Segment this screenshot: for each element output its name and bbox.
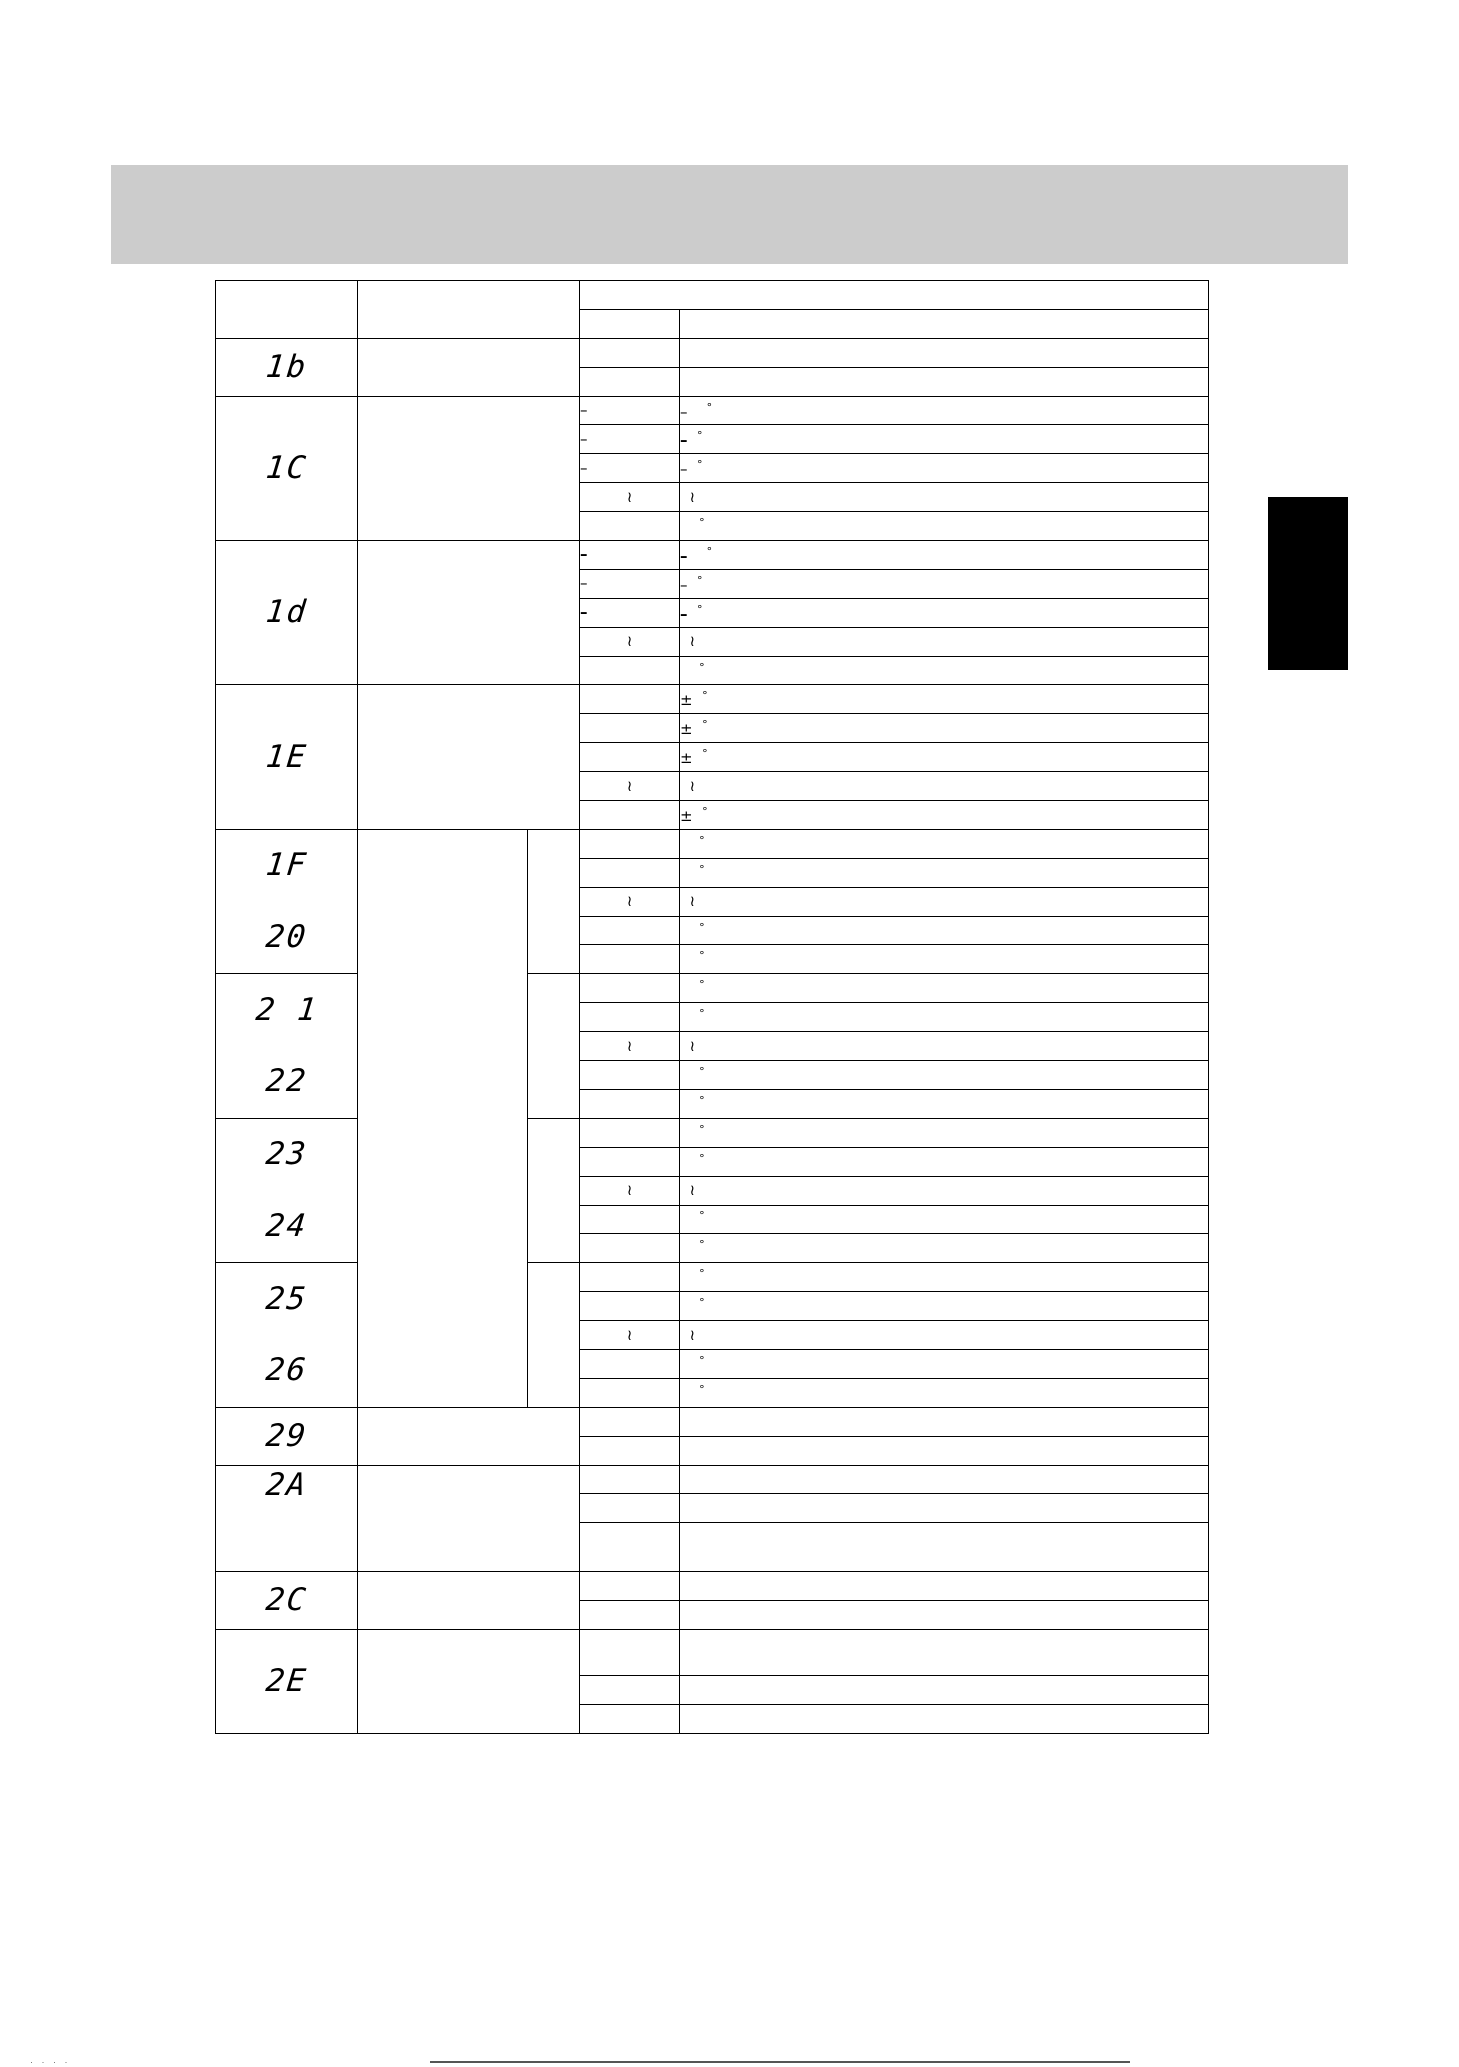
degree-mark: ° [699, 1382, 705, 1396]
degree-mark: ° [702, 718, 708, 732]
value-cell [580, 598, 680, 627]
degree-mark: ° [699, 1267, 705, 1281]
desc-cell [680, 541, 1209, 570]
value-cell [580, 916, 680, 945]
footer-marks: · · · · [30, 2057, 71, 2067]
degree-mark: ° [699, 949, 705, 963]
footer-rule [430, 2061, 1130, 2063]
desc-cell [680, 569, 1209, 598]
value-cell [580, 1704, 680, 1733]
desc-cell [680, 974, 1209, 1003]
degree-mark: ° [697, 429, 703, 443]
code-25: 25 [263, 1280, 310, 1317]
range-mark: ≀ [626, 1325, 633, 1344]
value-cell [580, 454, 680, 483]
header-band [111, 165, 1348, 264]
desc-cell [680, 685, 1209, 714]
code-1c: 1C [263, 449, 310, 486]
desc-cell [680, 743, 1209, 772]
code-20: 20 [263, 919, 310, 955]
value-cell [580, 829, 680, 858]
degree-mark: ° [699, 1353, 705, 1367]
degree-mark: ° [699, 516, 705, 530]
degree-mark: ° [697, 573, 703, 587]
range-mark: ≀ [626, 776, 633, 795]
degree-mark: ° [699, 1122, 705, 1136]
desc-cell [680, 1118, 1209, 1147]
code-23: 23 [263, 1136, 310, 1173]
desc-cell [680, 1089, 1209, 1118]
value-cell [580, 1032, 680, 1061]
plusminus-mark: ± [680, 749, 693, 768]
value-cell [580, 1003, 680, 1032]
code-22: 22 [263, 1063, 310, 1100]
value-cell [580, 627, 680, 656]
degree-mark: ° [699, 1093, 705, 1107]
item-cell [358, 541, 580, 685]
dash-mark: – [580, 429, 588, 448]
range-mark: ≀ [626, 892, 633, 911]
code-cell [216, 396, 358, 540]
item-cell [358, 1572, 580, 1630]
desc-cell [680, 1061, 1209, 1090]
desc-cell [680, 1436, 1209, 1465]
item-cell [358, 1407, 580, 1465]
desc-cell [680, 396, 1209, 425]
degree-mark: ° [699, 978, 705, 992]
range-mark: ≀ [689, 776, 696, 795]
desc-cell [680, 1263, 1209, 1292]
range-mark: ≀ [626, 632, 633, 651]
value-cell [580, 483, 680, 512]
dash-mark: – [680, 460, 688, 479]
code-cell [216, 1118, 358, 1262]
subgroup-cell [528, 829, 580, 973]
table-row [216, 338, 1209, 367]
desc-cell [680, 338, 1209, 367]
range-mark: ≀ [689, 1325, 696, 1344]
table-row [216, 1630, 1209, 1676]
table-row [216, 1572, 1209, 1601]
code-2a: 2A [263, 1466, 310, 1503]
header-value-cell [580, 309, 680, 338]
degree-mark: ° [699, 1064, 705, 1078]
desc-cell [680, 1147, 1209, 1176]
header-setting-cell [580, 281, 1209, 310]
value-cell [580, 1572, 680, 1601]
value-cell [580, 1147, 680, 1176]
header-desc-cell [680, 309, 1209, 338]
desc-cell [680, 945, 1209, 974]
code-21: 2 1 [253, 991, 320, 1028]
value-cell [580, 569, 680, 598]
degree-mark: ° [697, 602, 703, 616]
desc-cell [680, 1704, 1209, 1733]
code-2e: 2E [263, 1662, 310, 1699]
desc-cell [680, 858, 1209, 887]
code-cell [216, 1465, 358, 1572]
settings-table [215, 280, 1209, 1734]
desc-cell [680, 656, 1209, 685]
desc-cell [680, 454, 1209, 483]
desc-cell [680, 598, 1209, 627]
desc-cell [680, 1205, 1209, 1234]
item-cell [358, 685, 580, 829]
desc-cell [680, 887, 1209, 916]
item-cell [358, 1465, 580, 1572]
value-cell [580, 338, 680, 367]
code-cell [216, 974, 358, 1118]
desc-cell [680, 714, 1209, 743]
group-item-cell [358, 829, 528, 1407]
desc-cell [680, 512, 1209, 541]
degree-mark: ° [702, 689, 708, 703]
range-mark: ≀ [689, 632, 696, 651]
dash-mark: – [680, 402, 688, 421]
value-cell [580, 1292, 680, 1321]
code-cell [216, 338, 358, 396]
dash-mark: – [580, 458, 588, 477]
code-24: 24 [263, 1207, 310, 1244]
value-cell [580, 1523, 680, 1572]
desc-cell [680, 367, 1209, 396]
header-code-cell [216, 281, 358, 339]
range-mark: ≀ [626, 487, 633, 506]
dash-mark: – [580, 545, 588, 564]
plusminus-mark: ± [680, 720, 693, 739]
section-side-tab [1268, 497, 1348, 670]
table-row [216, 1465, 1209, 1494]
value-cell [580, 887, 680, 916]
value-cell [580, 1407, 680, 1436]
desc-cell [680, 1234, 1209, 1263]
header-item-cell [358, 281, 580, 339]
code-1b: 1b [263, 348, 310, 385]
desc-cell [680, 1003, 1209, 1032]
value-cell [580, 1205, 680, 1234]
value-cell [580, 656, 680, 685]
value-cell [580, 541, 680, 570]
value-cell [580, 425, 680, 454]
degree-mark: ° [699, 920, 705, 934]
table-row [216, 1407, 1209, 1436]
value-cell [580, 945, 680, 974]
table-row [216, 396, 1209, 425]
subgroup-cell [528, 974, 580, 1118]
value-cell [580, 1465, 680, 1494]
desc-cell [680, 627, 1209, 656]
code-1f: 1F [263, 847, 310, 884]
desc-cell [680, 425, 1209, 454]
value-cell [580, 1263, 680, 1292]
degree-mark: ° [699, 1007, 705, 1021]
desc-cell [680, 1321, 1209, 1350]
code-26: 26 [263, 1352, 310, 1389]
value-cell [580, 1118, 680, 1147]
degree-mark: ° [702, 747, 708, 761]
code-2c: 2C [263, 1582, 310, 1619]
subgroup-cell [528, 1263, 580, 1407]
code-1d: 1d [263, 594, 310, 631]
value-cell [580, 1630, 680, 1676]
item-cell [358, 1630, 580, 1734]
dash-mark: – [580, 603, 588, 622]
degree-mark: ° [699, 833, 705, 847]
value-cell [580, 396, 680, 425]
value-cell [580, 1349, 680, 1378]
desc-cell [680, 1349, 1209, 1378]
value-cell [580, 1676, 680, 1705]
subgroup-cell [528, 1118, 580, 1262]
table-row [216, 829, 1209, 858]
value-cell [580, 714, 680, 743]
value-cell [580, 1378, 680, 1407]
value-cell [580, 1321, 680, 1350]
plusminus-mark: ± [680, 806, 693, 825]
desc-cell [680, 1292, 1209, 1321]
degree-mark: ° [702, 804, 708, 818]
desc-cell [680, 1465, 1209, 1494]
plusminus-mark: ± [680, 691, 693, 710]
desc-cell [680, 1494, 1209, 1523]
item-cell [358, 338, 580, 396]
desc-cell [680, 1630, 1209, 1676]
value-cell [580, 974, 680, 1003]
range-mark: ≀ [626, 1181, 633, 1200]
code-cell [216, 829, 358, 973]
code-cell [216, 685, 358, 829]
desc-cell [680, 1032, 1209, 1061]
desc-cell [680, 1378, 1209, 1407]
value-cell [580, 858, 680, 887]
range-mark: ≀ [626, 1036, 633, 1055]
code-cell [216, 1630, 358, 1734]
dash-mark: – [580, 574, 588, 593]
degree-mark: ° [699, 1296, 705, 1310]
desc-cell [680, 483, 1209, 512]
desc-cell [680, 772, 1209, 801]
table-row [216, 541, 1209, 570]
value-cell [580, 772, 680, 801]
value-cell [580, 801, 680, 830]
value-cell [580, 1061, 680, 1090]
code-29: 29 [263, 1417, 310, 1454]
item-cell [358, 396, 580, 540]
degree-mark: ° [699, 660, 705, 674]
code-cell [216, 1407, 358, 1465]
degree-mark: ° [699, 1209, 705, 1223]
range-mark: ≀ [689, 487, 696, 506]
code-cell [216, 541, 358, 685]
desc-cell [680, 829, 1209, 858]
desc-cell [680, 1523, 1209, 1572]
range-mark: ≀ [689, 892, 696, 911]
dash-mark: – [680, 431, 688, 450]
value-cell [580, 1176, 680, 1205]
degree-mark: ° [699, 862, 705, 876]
value-cell [580, 1089, 680, 1118]
value-cell [580, 1436, 680, 1465]
dash-mark: – [680, 604, 688, 623]
dash-mark: – [580, 401, 588, 419]
degree-mark: ° [697, 458, 703, 472]
value-cell [580, 743, 680, 772]
code-1e: 1E [263, 738, 310, 775]
degree-mark: ° [699, 1151, 705, 1165]
table-row [216, 685, 1209, 714]
code-cell [216, 1572, 358, 1630]
desc-cell [680, 1176, 1209, 1205]
desc-cell [680, 1676, 1209, 1705]
desc-cell [680, 801, 1209, 830]
degree-mark: ° [699, 1238, 705, 1252]
degree-mark: ° [706, 544, 713, 558]
value-cell [580, 367, 680, 396]
value-cell [580, 685, 680, 714]
value-cell [580, 1234, 680, 1263]
dash-mark: – [680, 575, 688, 594]
code-cell [216, 1263, 358, 1407]
range-mark: ≀ [689, 1036, 696, 1055]
table-header-row [216, 281, 1209, 310]
dash-mark: – [680, 546, 688, 565]
desc-cell [680, 916, 1209, 945]
value-cell [580, 1601, 680, 1630]
degree-mark: ° [706, 400, 713, 414]
value-cell [580, 512, 680, 541]
desc-cell [680, 1572, 1209, 1601]
value-cell [580, 1494, 680, 1523]
desc-cell [680, 1407, 1209, 1436]
range-mark: ≀ [689, 1181, 696, 1200]
desc-cell [680, 1601, 1209, 1630]
